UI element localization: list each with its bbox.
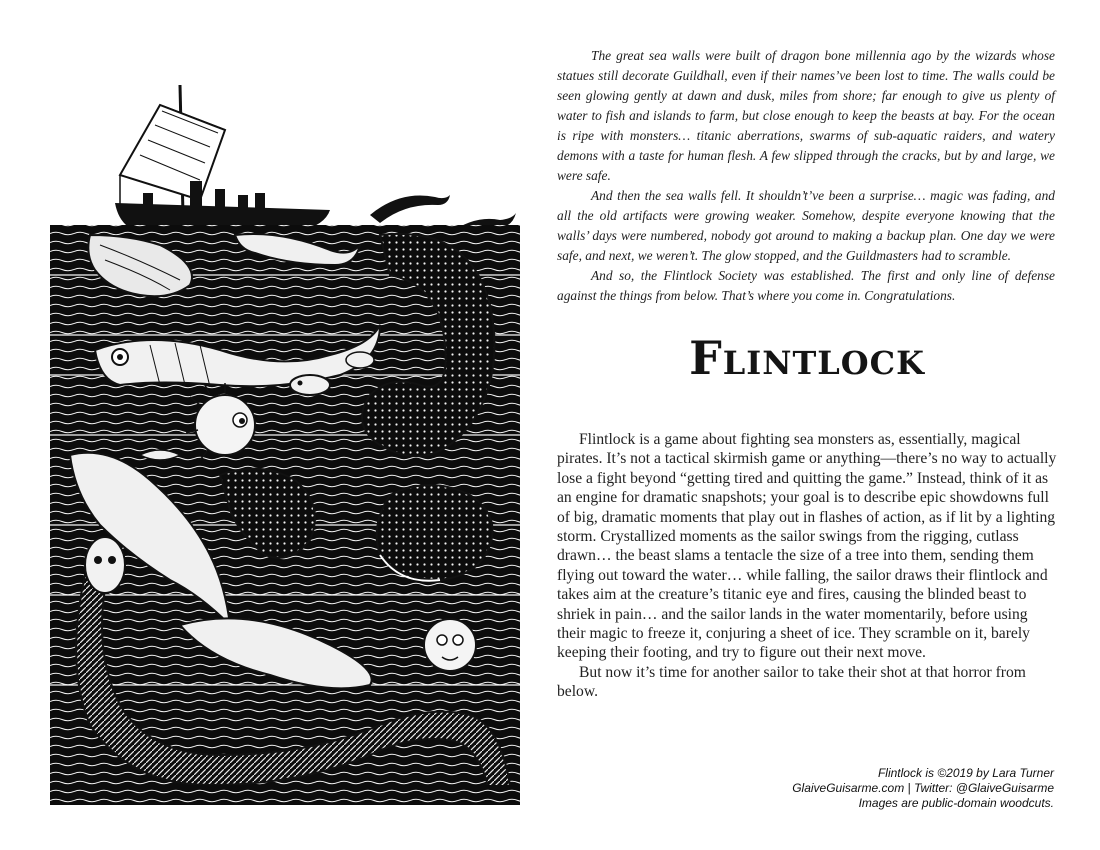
page-title: Flintlock [689,331,925,385]
intro-paragraph: And so, the Flintlock Society was established. The first and only line of defense against the things from below. That’s where you come in. Congratulations. [557,268,1055,303]
body-paragraph: But now it’s time for another sailor to take their shot at that horror from below. [557,663,1026,701]
dolphin [370,195,450,223]
credits [694,766,1054,811]
intro-paragraph: The great sea walls were built of dragon bone millennia ago by the wizards whose statues still decorate Guildhall, even if their names’ve been lost to time. The walls could be seen glowing gently at dawn and dusk, miles from shore; far enough to give us plenty of water to fish and islands to farm, but close enough to keep the beasts at bay. For the ocean is ripe with monsters… titanic aberrations, swarms of sub-aquatic raiders, and watery demons with a taste for human flesh. A few slipped through the cracks, but by and large, we were safe. [557,48,1055,183]
intro-paragraph: And then the sea walls fell. It shouldn’t’ve been a surprise… magic was fading, and all the old artifacts were growing weaker. Somehow, despite everyone knowing that the walls’ days were numbered, nobody got around to making a backup plan. One day we were safe, and next, we weren’t. The glow stopped, and the Guildmasters had to scramble. [557,188,1055,263]
credits-copyright: Flintlock is ©2019 by Lara Turner [877,766,1054,780]
sailing-ship [115,85,330,233]
credits-image-note: Images are public-domain woodcuts. [858,796,1054,810]
text-column [557,0,1057,850]
sea-monsters-woodcut [50,85,520,805]
sea-monsters-woodcut-icon [50,85,520,805]
body-paragraph: Flintlock is a game about fighting sea monsters as, essentially, magical pirates. It’s not a tactical skirmish game or anything—there’s no way to actually lose a fight beyond “getting tired and quitting the game.” Instead, think of it as an engine for dramatic snapshots; your goal is to describe epic showdowns full of big, dramatic moments that play out in flashes of action, as if lit by a lighting storm. Crystallized moments as the sailor swings from the rigging, cutlass drawn… the beast slams a tentacle the size of a tree into them, sending them flying out toward the water… while falling, the sailor draws their flintlock and takes aim at the creature’s titanic eye and fires, causing the blinded beast to shriek in pain… and the sailor lands in the water momentarily, before using their magic to freeze it, conjuring a sheet of ice. They scramble on it, barely keeping their footing, and try to figure out their next move. [557,431,1057,662]
credits-links: GlaiveGuisarme.com | Twitter: @GlaiveGuisarme [792,781,1054,795]
intro-text [557,46,1055,306]
body-text [557,430,1057,702]
